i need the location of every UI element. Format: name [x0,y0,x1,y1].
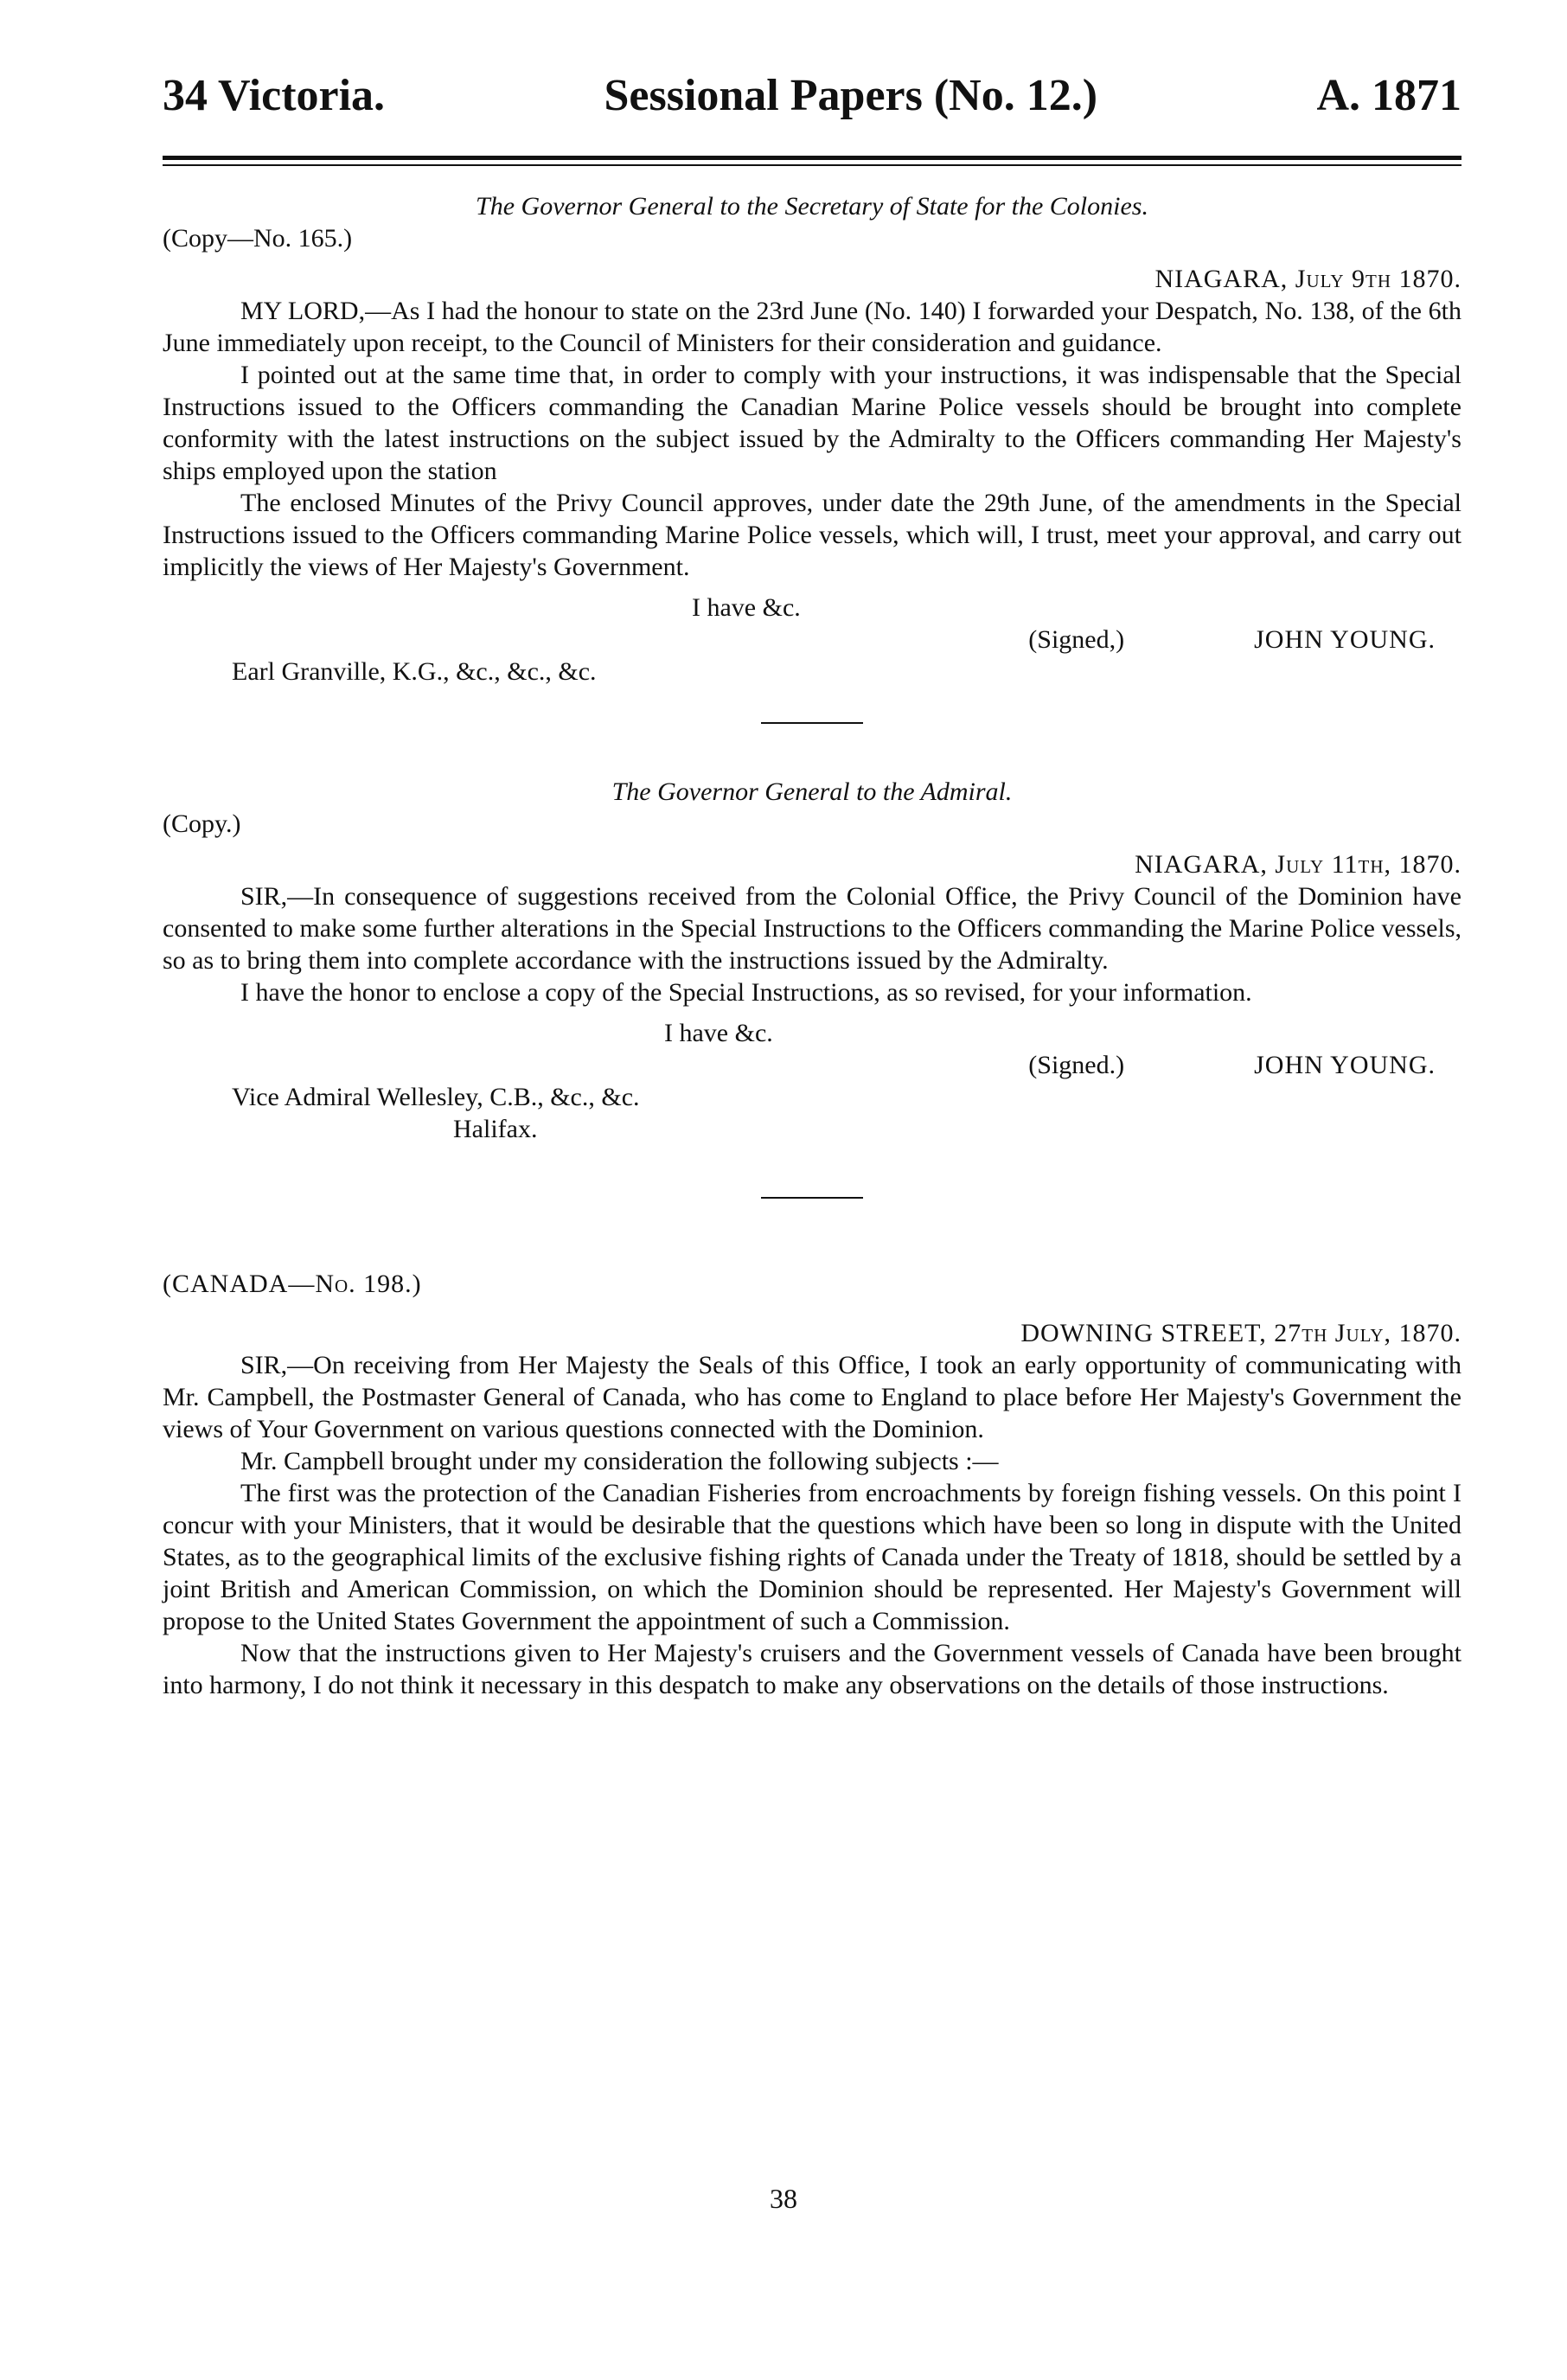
letter1-title: The Governor General to the Secretary of State for the Colonies. [476,192,1148,221]
letter3-paragraph-1: SIR,—On receiving from Her Majesty the Seals of this Office, I took an early opportunity of communicating with Mr. Campbell, the Postmaster General of Canada, who has come to England to place before Her Majesty's Government the views of Your Government on various questions connected with the Dominion. [163,1351,1461,1443]
letter1-date: NIAGARA, July 9th 1870. [1154,265,1461,293]
letter2-title: The Governor General to the Admiral. [611,777,1013,806]
header-session: 34 Victoria. [163,70,386,120]
letter2-signature-block [163,1049,1461,1081]
header-year: A. 1871 [1316,70,1461,120]
header-rule-thick [163,156,1461,160]
letter1-paragraph-1: MY LORD,—As I had the honour to state on the 23rd June (No. 140) I forwarded your Despatch, No. 138, of the 6th June immediately upon receipt, to the Council of Ministers for their consideration and guidance. [163,297,1461,357]
header-rule-thin [163,164,1461,166]
letter2-signature: JOHN YOUNG. [1254,1051,1436,1079]
letter2-addressee: Vice Admiral Wellesley, C.B., &c., &c. [232,1083,640,1111]
letter1-paragraph-2: I pointed out at the same time that, in order to comply with your instructions, it was indispensable that the Special Instructions issued to the Officers commanding the Canadian Marine Police vessels should be brought into complete conformity with the latest instructions on the subject issued by the Admiralty to the Officers commanding Her Majesty's ships employed upon the station [163,361,1461,485]
letter2-copy-ref: (Copy.) [163,809,241,838]
letter3-ref: (CANADA—No. 198.) [163,1270,422,1298]
letter2-paragraph-2: I have the honor to enclose a copy of the Special Instructions, as so revised, for your information. [240,978,1252,1007]
letter3-date: DOWNING STREET, 27th July, 1870. [1020,1319,1461,1347]
letter3-paragraph-3: The first was the protection of the Canadian Fisheries from encroachments by foreign fishing vessels. On this point I concur with your Ministers, that it would be desirable that the questions which have been so long in dispute with the United States, as to the geographical limits of the exclusive fishing rights of Canada under the Treaty of 1818, should be settled by a joint British and American Commission, on which the Dominion should be represented. Her Majesty's Government will propose to the United States Government the appointment of such a Commission. [163,1479,1461,1635]
letter3-paragraph-2: Mr. Campbell brought under my consideration the following subjects :— [240,1447,999,1475]
document-body [163,190,1461,1701]
letter1-signature-block [163,624,1461,656]
letter1-signature: JOHN YOUNG. [1254,625,1436,654]
page-number: 38 [770,2183,797,2214]
running-header [163,61,1461,130]
letter1-addressee: Earl Granville, K.G., &c., &c., &c. [232,657,597,686]
letter2-signed-label: (Signed.) [1028,1051,1125,1079]
letter1-copy-ref: (Copy—No. 165.) [163,224,353,253]
letter1-closing: I have &c. [692,593,801,622]
letter2-addressee-location: Halifax. [453,1115,538,1143]
letter3-paragraph-4: Now that the instructions given to Her Majesty's cruisers and the Government vessels of Canada have been brought into harmony, I do not think it necessary in this despatch to make any observations on the details of those instructions. [163,1639,1461,1699]
letter1-signed-label: (Signed,) [1028,625,1125,654]
letter2-paragraph-1: SIR,—In consequence of suggestions received from the Colonial Office, the Privy Council of the Dominion have consented to make some further alterations in the Special Instructions to the Officers commanding the Marine Police vessels, so as to bring them into complete accordance with the instructions issued by the Admiralty. [163,882,1461,975]
header-sessional-papers: Sessional Papers (No. 12.) [604,70,1098,120]
letter2-date: NIAGARA, July 11th, 1870. [1135,850,1461,879]
letter1-paragraph-3: The enclosed Minutes of the Privy Council approves, under date the 29th June, of the amendments in the Special Instructions issued to the Officers commanding Marine Police vessels, which will, I trust, meet your approval, and carry out implicitly the views of Her Majesty's Government. [163,489,1461,581]
letter2-closing: I have &c. [664,1019,773,1047]
